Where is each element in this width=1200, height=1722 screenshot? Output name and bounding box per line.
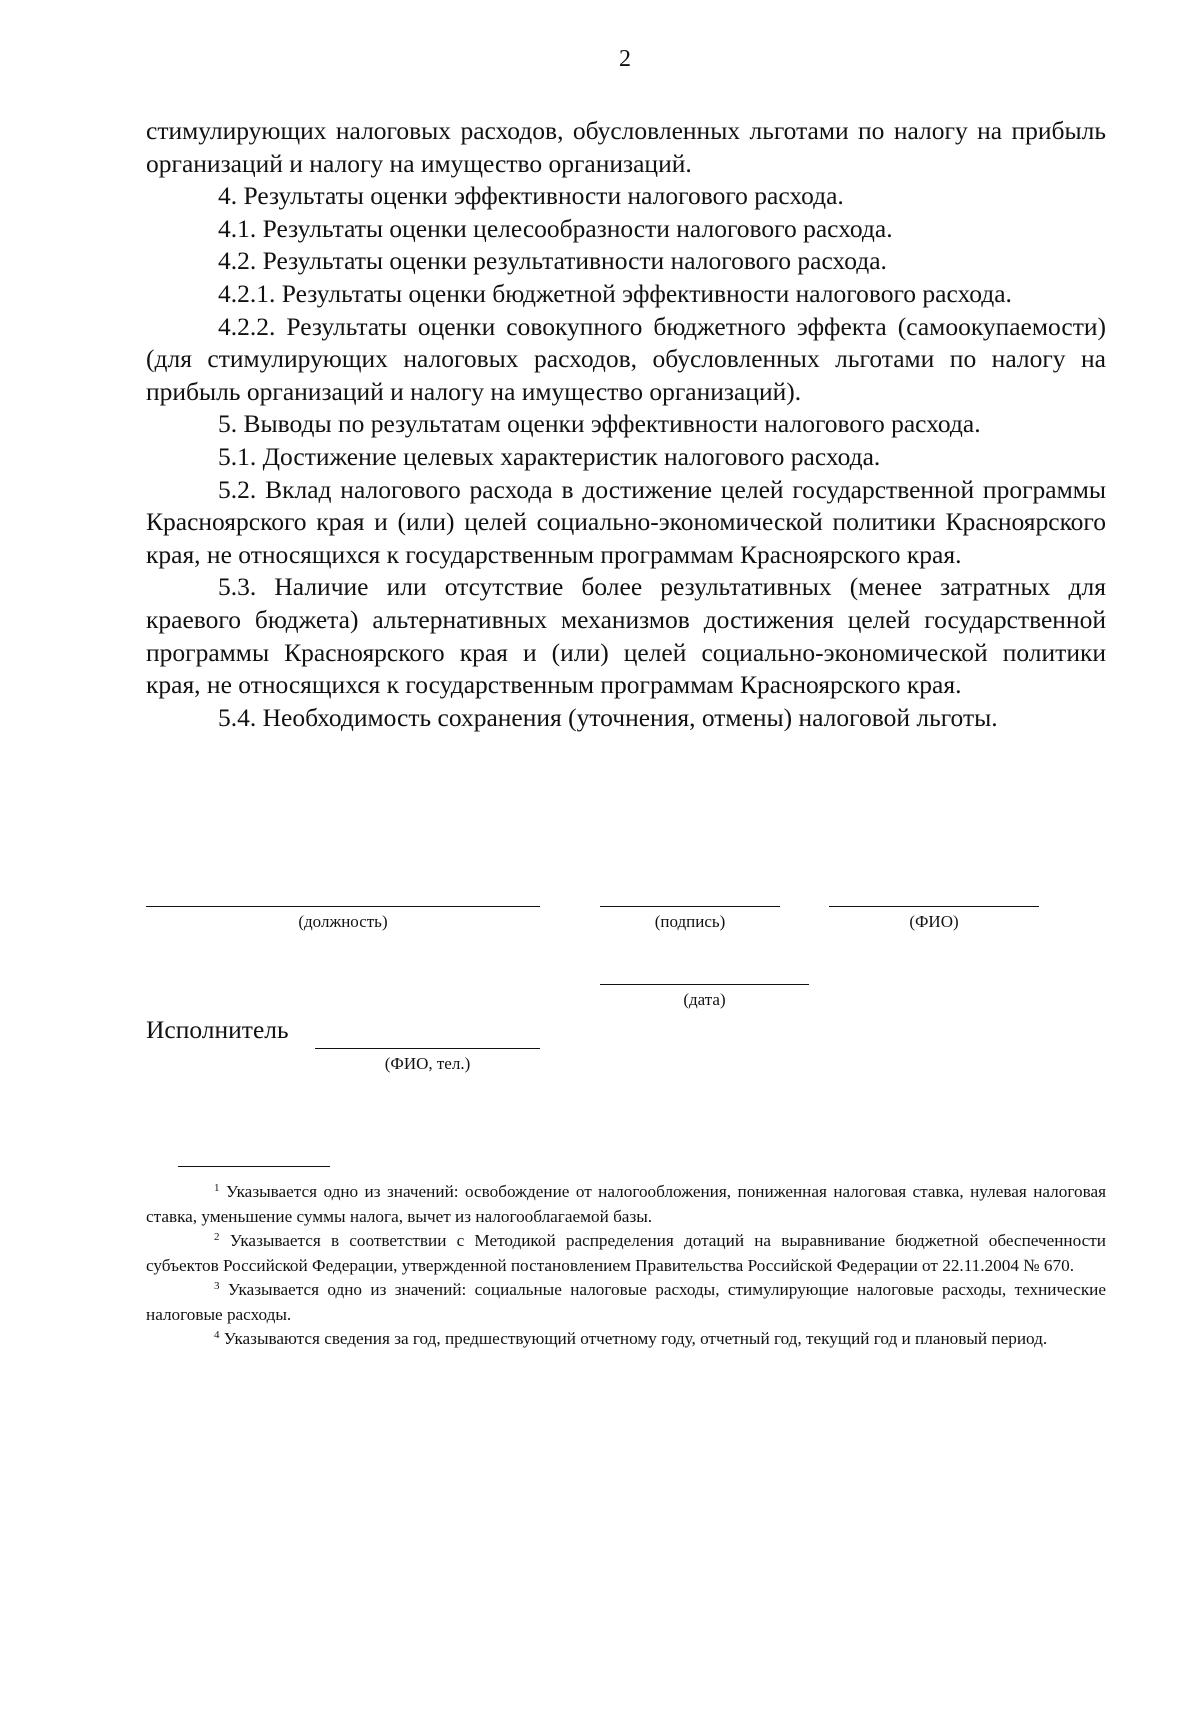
paragraph-continuation: стимулирующих налоговых расходов, обусловленных льготами по налогу на прибыль организаций и налогу на имущество организаций. xyxy=(146,116,1106,178)
date-line xyxy=(600,984,809,985)
executor-caption: (ФИО, тел.) xyxy=(384,1054,471,1073)
footnote-mark: 4 xyxy=(214,1329,220,1341)
footnote-1 xyxy=(146,1180,1106,1229)
footnote-2 xyxy=(146,1229,1106,1278)
name-caption: (ФИО) xyxy=(909,912,959,931)
footnote-mark: 3 xyxy=(214,1280,220,1292)
footnotes xyxy=(146,1180,1106,1352)
signature-caption: (подпись) xyxy=(654,912,726,931)
paragraph-5-4: 5.4. Необходимость сохранения (уточнения, отмены) налоговой льготы. xyxy=(218,702,998,732)
paragraph-5-2: 5.2. Вклад налогового расхода в достижение целей государственной программы Красноярского края и (или) целей социально-экономической политики Красноярского края, не относящихся к государственным программам Красноярского края. xyxy=(146,474,1106,569)
paragraph-5-1: 5.1. Достижение целевых характеристик налогового расхода. xyxy=(218,441,881,471)
date-caption: (дата) xyxy=(683,990,726,1009)
footnote-3 xyxy=(146,1278,1106,1327)
paragraph-4: 4. Результаты оценки эффективности налогового расхода. xyxy=(218,181,844,211)
paragraph-4-1: 4.1. Результаты оценки целесообразности налогового расхода. xyxy=(218,213,893,243)
footnote-4 xyxy=(146,1327,1106,1352)
position-line xyxy=(146,906,540,907)
page-number: 2 xyxy=(619,46,631,72)
footnote-text: Указывается одно из значений: освобождение от налогообложения, пониженная налоговая ставка, нулевая налоговая ставка, уменьшение суммы налога, вычет из налогооблагаемой базы. xyxy=(146,1182,1106,1226)
document-body xyxy=(146,115,1106,734)
signature-line xyxy=(600,906,780,907)
footnote-mark: 1 xyxy=(214,1182,220,1194)
footnote-mark: 2 xyxy=(214,1231,220,1243)
executor-label: Исполнитель xyxy=(146,1015,289,1044)
footnote-text: Указывается в соответствии с Методикой распределения дотаций на выравнивание бюджетной обеспеченности субъектов Российской Федерации, утвержденной постановлением Правительства Российской Федерации от 22.11.2004 № 670. xyxy=(146,1231,1106,1275)
name-line xyxy=(829,906,1039,907)
paragraph-4-2-1: 4.2.1. Результаты оценки бюджетной эффективности налогового расхода. xyxy=(218,278,1012,308)
paragraph-5: 5. Выводы по результатам оценки эффективности налогового расхода. xyxy=(218,409,981,439)
footnote-text: Указывается одно из значений: социальные налоговые расходы, стимулирующие налоговые расходы, технические налоговые расходы. xyxy=(146,1280,1107,1324)
paragraph-5-3: 5.3. Наличие или отсутствие более результативных (менее затратных для краевого бюджета) альтернативных механизмов достижения целей государственной программы Красноярского края и (или) целей социально-экономической политики края, не относящихся к государственным программам Красноярского края. xyxy=(146,572,1106,700)
executor-line xyxy=(315,1048,540,1049)
footnote-text: Указываются сведения за год, предшествующий отчетному году, отчетный год, текущий год и плановый период. xyxy=(223,1329,1048,1348)
footnote-divider xyxy=(178,1166,330,1167)
paragraph-4-2: 4.2. Результаты оценки результативности налогового расхода. xyxy=(218,246,887,276)
paragraph-4-2-2: 4.2.2. Результаты оценки совокупного бюджетного эффекта (самоокупаемости) (для стимулирующих налоговых расходов, обусловленных льготами по налогу на прибыль организаций и налогу на имущество организаций). xyxy=(146,311,1106,406)
position-caption: (должность) xyxy=(298,912,388,931)
